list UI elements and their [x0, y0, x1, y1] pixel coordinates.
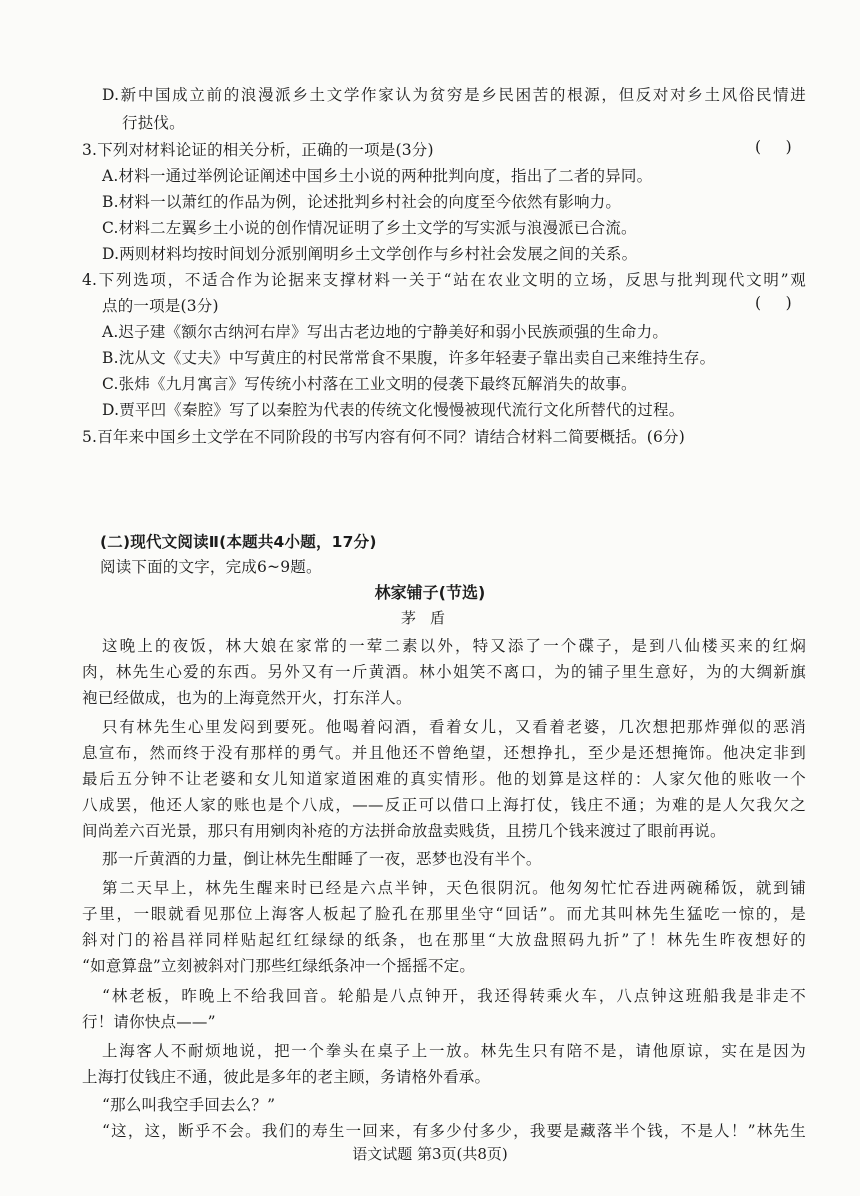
- passage-line: 那一斤黄酒的力量，倒让林先生酣睡了一夜，恶梦也没有半个。: [102, 850, 542, 868]
- passage-line: 第二天早上，林先生醒来时已经是六点半钟，天色很阴沉。他匆匆忙忙吞进两碗稀饭，就到铺: [102, 879, 806, 897]
- q4-stem-line1: 4.下列选项，不适合作为论据来支撑材料一关于“站在农业文明的立场，反思与批判现代文明”观: [82, 271, 806, 289]
- q4-stem-line2: 点的一项是(3分): [102, 297, 219, 315]
- passage-line: “那么叫我空手回去么？”: [102, 1096, 276, 1114]
- passage-line: 上海客人不耐烦地说，把一个拳头在桌子上一放。林先生只有陪不是，请他原谅，实在是因为: [102, 1042, 806, 1060]
- q3-option-c: C.材料二左翼乡土小说的创作情况证明了乡土文学的写实派与浪漫派已合流。: [102, 219, 637, 237]
- q3-option-a: A.材料一通过举例论证阐述中国乡土小说的两种批判向度，指出了二者的异同。: [102, 167, 653, 185]
- passage-line: 息宣布，然而终于没有那样的勇气。并且他还不曾绝望，还想挣扎，至少是还想掩饰。他决定非到: [82, 744, 806, 762]
- q4-answer-paren: ( ): [755, 294, 792, 312]
- passage-line: “这，这，断乎不会。我们的寿生一回来，有多少付多少，我要是藏落半个钱，不是人！”林先生: [102, 1122, 806, 1140]
- section2-heading: (二)现代文阅读Ⅱ(本题共4小题，17分): [100, 533, 377, 551]
- q5-stem: 5.百年来中国乡土文学在不同阶段的书写内容有何不同？请结合材料二简要概括。(6分): [82, 428, 685, 446]
- q2-option-d-line1: D.新中国成立前的浪漫派乡土文学作家认为贫穷是乡民困苦的根源，但反对对乡土风俗民情进: [102, 86, 806, 104]
- passage-line: 斜对门的裕昌祥同样贴起红红绿绿的纸条，也在那里“大放盘照码九折”了！林先生昨夜想好的: [82, 931, 806, 949]
- q4-option-a: A.迟子建《额尔古纳河右岸》写出古老边地的宁静美好和弱小民族顽强的生命力。: [102, 323, 669, 341]
- passage-title: 林家铺子(节选): [374, 583, 486, 602]
- q3-stem: 3.下列对材料论证的相关分析，正确的一项是(3分): [82, 141, 434, 159]
- passage-line: “如意算盘”立刻被斜对门那些红绿纸条冲一个摇摇不定。: [82, 957, 476, 975]
- passage-line: 只有林先生心里发闷到要死。他喝着闷酒，看着女儿，又看着老婆，几次想把那炸弹似的恶消: [102, 718, 806, 736]
- q3-answer-paren: ( ): [755, 138, 792, 156]
- passage-line: 间尚差六百光景，那只有用剜肉补疮的方法拼命放盘卖贱货，且捞几个钱来渡过了眼前再说。: [82, 822, 726, 840]
- q3-option-d: D.两则材料均按时间划分派别阐明乡土文学创作与乡村社会发展之间的关系。: [102, 245, 638, 263]
- q4-option-d: D.贾平凹《秦腔》写了以秦腔为代表的传统文化慢慢被现代流行文化所替代的过程。: [102, 401, 685, 419]
- passage-line: 袍已经做成，也为的上海竟然开火，打东洋人。: [82, 689, 412, 707]
- passage-line: 子里，一眼就看见那位上海客人板起了脸孔在那里坐守“回话”。而尤其叫林先生猛吃一惊的，是: [82, 905, 806, 923]
- passage-line: 最后五分钟不让老婆和女儿知道家道困难的真实情形。他的划算是这样的：人家欠他的账收一个: [82, 770, 806, 788]
- passage-line: “林老板，昨晚上不给我回音。轮船是八点钟开，我还得转乘火车，八点钟这班船我是非走不: [102, 987, 806, 1005]
- page-footer: 语文试题 第3页(共8页): [352, 1145, 508, 1163]
- passage-line: 这晚上的夜饭，林大娘在家常的一荤二素以外，特又添了一个碟子，是到八仙楼买来的红焖: [102, 637, 806, 655]
- q4-option-b: B.沈从文《丈夫》中写黄庄的村民常常食不果腹，许多年轻妻子靠出卖自己来维持生存。: [102, 349, 716, 367]
- section2-instruction: 阅读下面的文字，完成6~9题。: [100, 558, 322, 576]
- passage-line: 行！请你快点——”: [82, 1013, 216, 1031]
- q4-option-c: C.张炜《九月寓言》写传统小村落在工业文明的侵袭下最终瓦解消失的故事。: [102, 375, 637, 393]
- passage-author: 茅盾: [400, 609, 459, 627]
- passage-line: 肉，林先生心爱的东西。另外又有一斤黄酒。林小姐笑不离口，为的铺子里生意好，为的大绸新旗: [82, 663, 806, 681]
- passage-line: 上海打仗钱庄不通，彼此是多年的老主顾，务请格外看承。: [82, 1068, 491, 1086]
- q3-option-b: B.材料一以萧红的作品为例，论述批判乡村社会的向度至今依然有影响力。: [102, 193, 622, 211]
- passage-line: 八成罢，他还人家的账也是个八成，——反正可以借口上海打仗，钱庄不通；为难的是人欠我欠之: [82, 796, 806, 814]
- q2-option-d-line2: 行挞伐。: [122, 114, 185, 132]
